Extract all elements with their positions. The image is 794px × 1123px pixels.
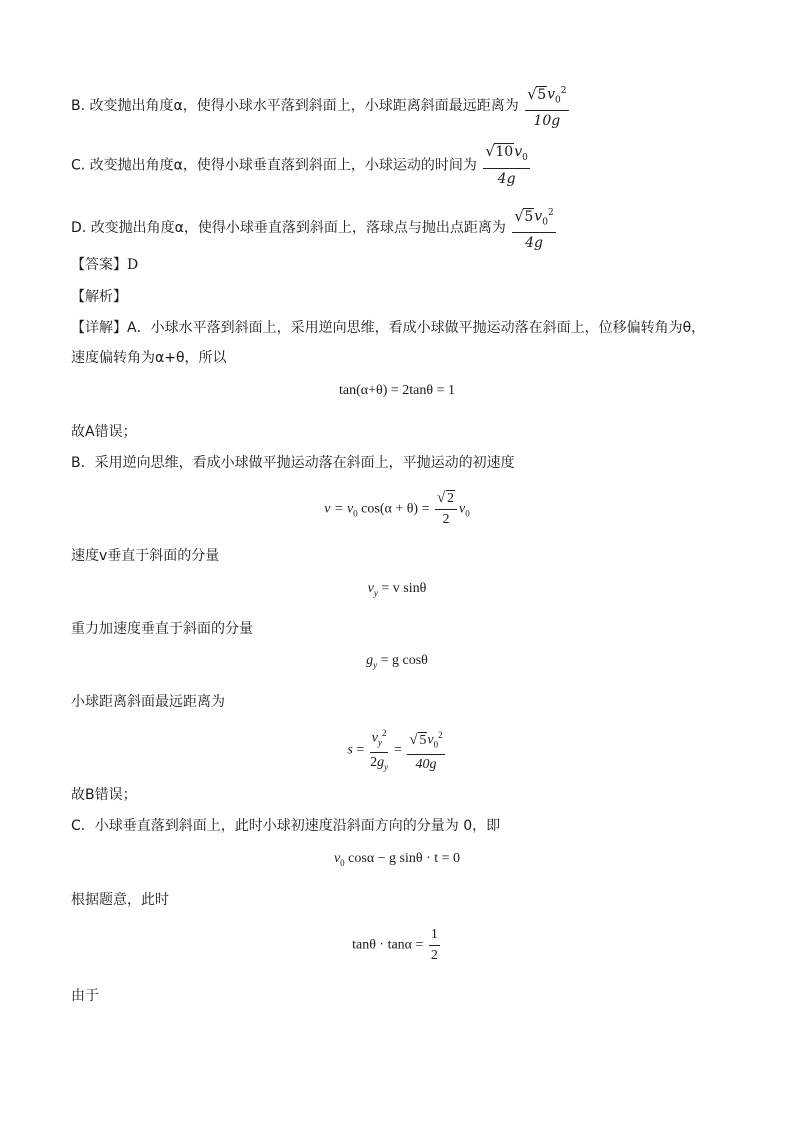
answer	[71, 255, 138, 275]
detail-b-line4: 小球距离斜面最远距离为	[71, 694, 225, 710]
option-d-label: D.	[71, 220, 87, 237]
option-b-label: B.	[71, 98, 86, 115]
detail-c-line2: 根据题意，此时	[71, 892, 169, 908]
option-b-text: 改变抛出角度α，使得小球水平落到斜面上，小球距离斜面最远距离为	[89, 98, 519, 115]
detail-label: 【详解】	[71, 320, 127, 336]
detail-b-conclusion: 故B错误；	[71, 787, 137, 803]
equation-7: tanθ · tanα = $\frac{1}{2}$	[352, 927, 438, 963]
answer-value: D	[127, 257, 139, 273]
equation-5: s = $\frac{v_y^2}{2g_y}$ = √ $5v_0^2$ 40g	[0, 724, 794, 776]
detail-c-line3: 由于	[71, 988, 99, 1004]
detail-b-line2: 速度v垂直于斜面的分量	[71, 548, 220, 564]
detail-b-line1: B．采用逆向思维，看成小球做平抛运动落在斜面上，平抛运动的初速度	[71, 455, 515, 471]
equation-3: $v_y = v$ sinθ	[367, 581, 427, 598]
option-c-label: C.	[71, 157, 86, 174]
analysis-label: 【解析】	[71, 289, 127, 305]
equation-1: tan(α+θ) = 2tanθ = 1	[339, 383, 455, 398]
option-b	[71, 82, 571, 130]
option-c	[71, 143, 532, 188]
option-c-fraction: √ $10v_0$ 4g	[485, 142, 528, 187]
detail-a-text1: A．小球水平落到斜面上，采用逆向思维，看成小球做平抛运动落在斜面上，位移偏转角为θ，	[127, 320, 706, 336]
detail-b-line3: 重力加速度垂直于斜面的分量	[71, 621, 253, 637]
option-c-text: 改变抛出角度α，使得小球垂直落到斜面上，小球运动的时间为	[89, 157, 477, 174]
option-d	[71, 204, 558, 252]
option-d-fraction: √ $5v_0^2$ 4g	[512, 204, 555, 252]
option-d-text: 改变抛出角度α，使得小球垂直落到斜面上，落球点与抛出点距离为	[90, 220, 506, 237]
equation-6: $v_0$ cosα − g sinθ · t = 0	[333, 851, 461, 868]
detail-a-line2: 速度偏转角为α+θ，所以	[71, 350, 227, 366]
answer-label: 【答案】	[71, 257, 127, 273]
option-b-fraction: √ $5v_0^2$ 10g	[525, 82, 568, 130]
detail-c-line1: C．小球垂直落到斜面上，此时小球初速度沿斜面方向的分量为 0，即	[71, 818, 501, 834]
equation-4: $g_y = g$ cosθ	[366, 653, 428, 670]
detail-a-conclusion: 故A错误；	[71, 424, 137, 440]
equation-2: $v = v_0$ cos(α + θ) = √ 2 2 $v_0$	[324, 490, 470, 527]
detail-a-line1	[71, 318, 705, 338]
